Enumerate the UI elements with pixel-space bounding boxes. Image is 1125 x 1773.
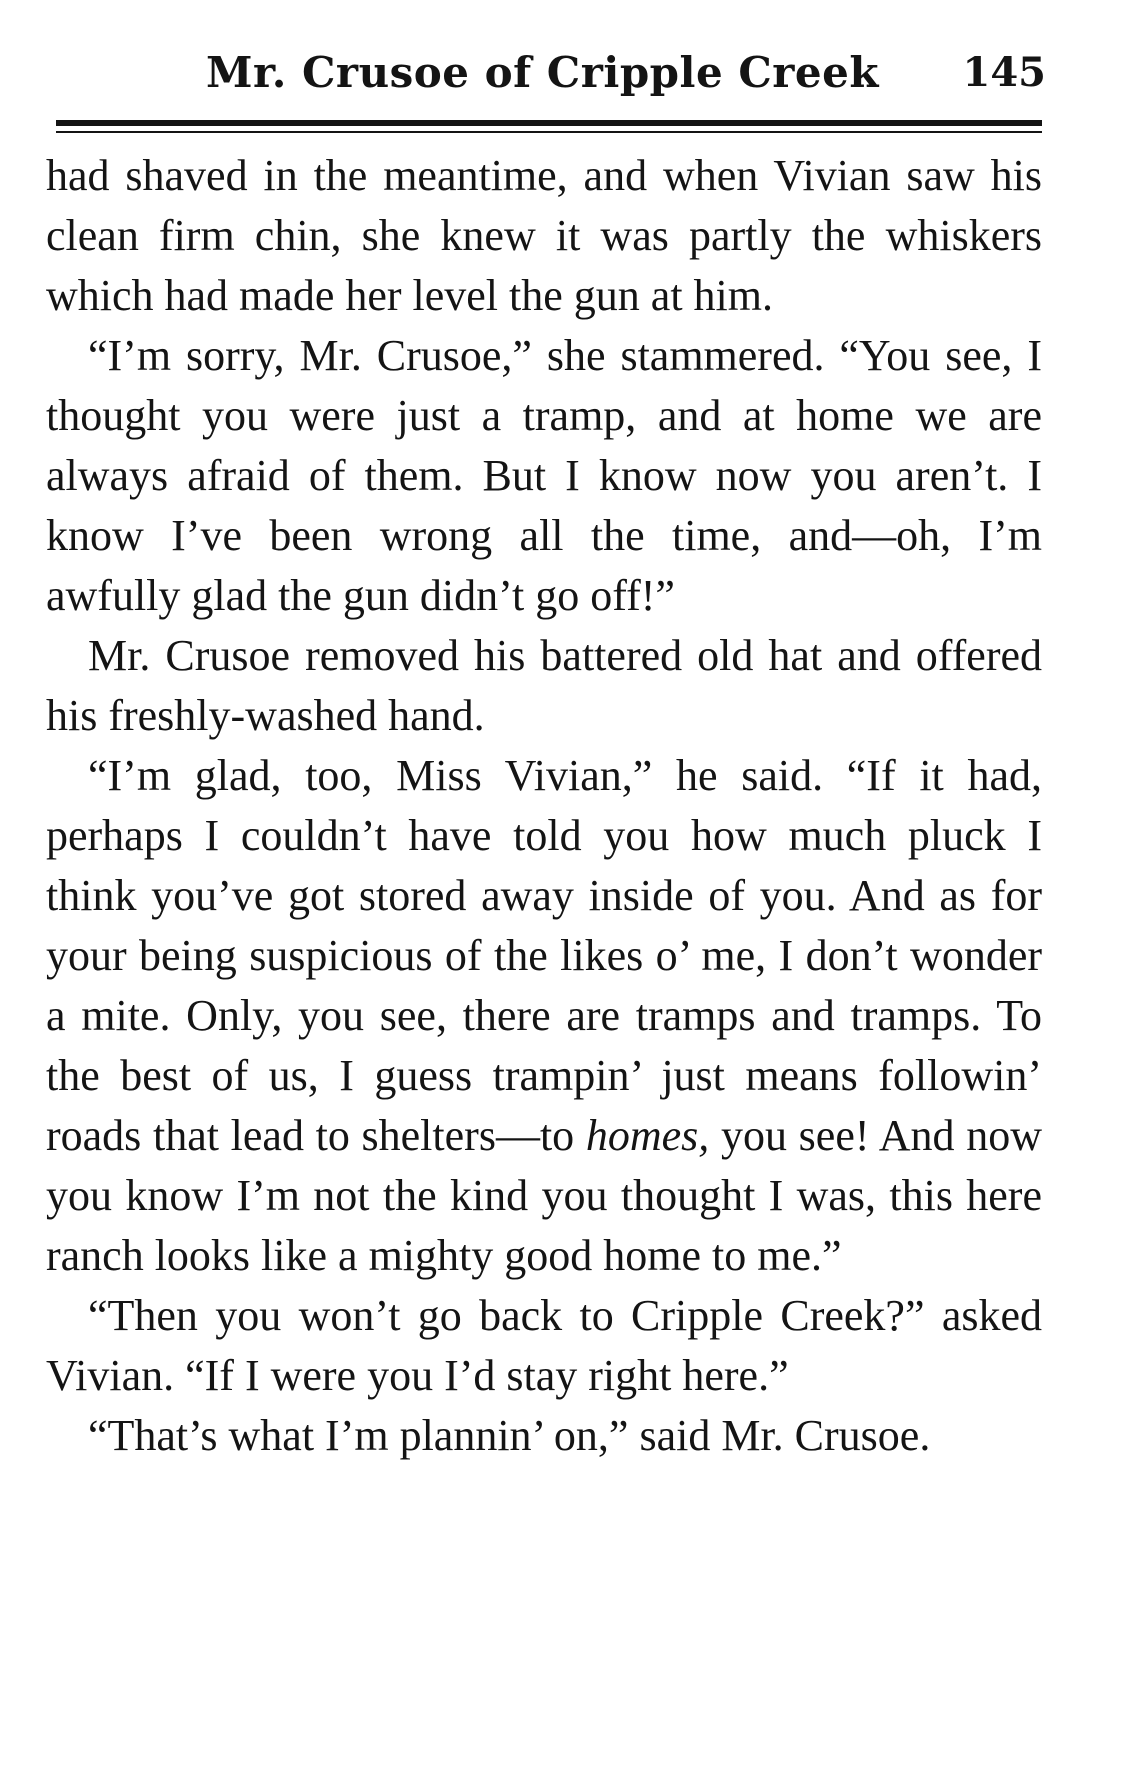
paragraph: “Then you won’t go back to Cripple Creek?” asked Vivian. “If I were you I’d stay right here.” [46,1291,1042,1400]
body-text [46,146,1042,1466]
italic-word: homes, [585,1111,710,1160]
running-head-title: Mr. Crusoe of Cripple Creek [206,48,879,97]
header-rule-thick [56,120,1042,126]
paragraph: “I’m sorry, Mr. Crusoe,” she stammered. “You see, I thought you were just a tramp, and at home we are always afraid of them. But I know now you aren’t. I know I’ve been wrong all the time, and—oh, I’m awfully glad the gun didn’t go off!” [46,331,1042,620]
running-head [46,38,1046,108]
paragraph: Mr. Crusoe removed his battered old hat and offered his freshly-washed hand. [46,631,1042,740]
paragraph: “That’s what I’m plannin’ on,” said Mr. Crusoe. [88,1411,931,1460]
paragraph-text: “I’m glad, too, Miss Vivian,” he said. “If it had, perhaps I couldn’t have told you how much pluck I think you’ve got stored away inside of you. And as for your being suspicious of the likes o’ me, I don’t wonder a mite. Only, you see, there are tramps and tramps. To the best of us, I guess trampin’ just means followin’ roads that lead to shelters—to [46,751,1042,1160]
paragraph: had shaved in the meantime, and when Vivian saw his clean firm chin, she knew it was partly the whiskers which had made her level the gun at him. [46,151,1042,320]
paragraph [46,746,1042,1286]
header-rule-thin [56,131,1042,133]
paragraph-text: you see! And now you know I’m not the kind you thought I was, this here ranch looks like a mighty good home to me.” [46,1111,1042,1280]
page-number: 145 [962,49,1046,96]
